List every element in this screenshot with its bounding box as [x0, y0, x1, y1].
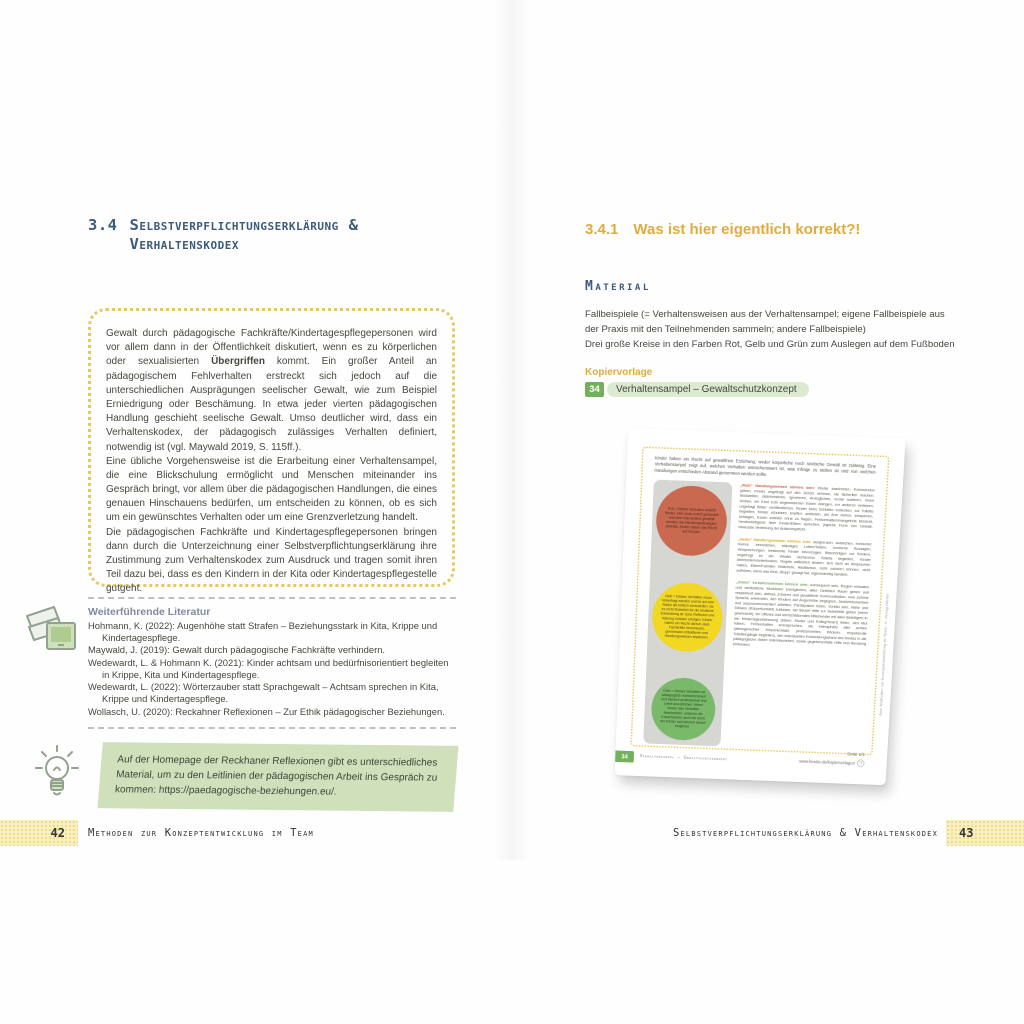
kopiervorlage-label: Kopiervorlage	[585, 367, 653, 378]
worksheet-text-column	[728, 483, 875, 752]
kopiervorlage-title: Verhaltensampel – Gewaltschutzkonzept	[607, 382, 809, 397]
tip-box: Auf der Homepage der Reckhaner Reflexionen gibt es unterschiedliches Material, um zu den Leitlinien der pädagogischen Arbeit ins Gespräch zu kommen: https://paedagogische-beziehungen.eu/.	[97, 742, 458, 812]
page-gutter-shadow	[494, 0, 530, 860]
subsection-number: 3.4.1	[585, 221, 619, 238]
tip-url[interactable]: https://paedagogische-beziehungen.eu/	[158, 784, 335, 798]
footer-band-left	[0, 820, 78, 846]
intro-paragraph-2: Eine übliche Vorgehensweise ist die Erarbeitung einer Verhaltensampel, die eine Blickschulung ermöglicht und Menschen miteinander ins Gespräch bringt, vor allem über die pädagogischen Handlungen, die eines genauen Hinschauens bedürfen, um entscheiden zu können, ob es sich um ein gewünschtes Verhalten oder um eine Grenzverletzung handelt.	[106, 455, 437, 524]
yellow-circle: Gelb = Dieses Verhalten muss hinterfragt werden und ist auf sein Risiko als kritisch einzustufen, da es nicht förderlich für die kindliche Entwicklung ist. Eine Reflexion und Klärung müssen erfolgen. Kinder haben ein Recht darauf, dass Fachkräfte hinschauen, gemeinsam reflektieren und Handlungsweisen anpassen.	[651, 581, 724, 652]
worksheet-url-row	[799, 757, 864, 767]
material-heading: Material	[585, 279, 651, 294]
section-heading	[88, 216, 358, 255]
bold-term: Übergriffen	[211, 356, 265, 368]
intro-paragraph-1: Gewalt durch pädagogische Fachkräfte/Kindertagespflegepersonen wird vor allem dann in der Öffentlichkeit diskutiert, wenn es zu körperlichen oder sexualisierten Übergriffen kommt. Ein großer Anteil an pädagogischem Fehlverhalten erstreckt sich jedoch auf die unterschiedlichen Ausprägungen seelischer Gewalt, wie zum Beispiel Erniedrigung oder Beschämung. In etwa jeder vierten pädagogischen Handlung geschieht seelische Gewalt. Umso deutlicher wird, dass ein Verhaltenskodex, der pädagogisch zulässiges Verhalten definiert, notwendig ist (vgl. Maywald 2019, S. 115ff.).	[106, 328, 437, 453]
footer-band-right	[946, 820, 1024, 846]
traffic-light-panel	[643, 480, 732, 747]
section-number: 3.4	[88, 216, 118, 234]
worksheet-intro: Kinder haben ein Recht auf gewaltfreie Erziehung, weder körperliche noch seelische Gewalt ist zulässig. Eine Verhaltensampel zeigt auf, welches Verhalten wünschenswert ist, was infrage zu stellen ist und von welchen Handlungen entschieden Abstand genommen werden sollte.	[654, 455, 877, 477]
book-and-tablet-icon	[22, 599, 82, 657]
literature-heading: Weiterführende Literatur	[88, 606, 211, 618]
green-circle: Grün = Dieses Verhalten ist pädagogisch wünschenswert und fachlich professionell und somit anzustreben. Wenn Kinder das Verhalten beschreiben, erfahren die Erwachsenen auch die Sicht der Kinder und können darauf eingehen.	[650, 677, 716, 741]
footer-title-right: Selbstverpflichtungserklärung & Verhaltenskodex	[672, 827, 938, 839]
red-circle: Rot = Dieses Verhalten verletzt Kinder. Hier muss sofort gehandelt und eine Intervention gewählt werden, die Handlungsstrategien einleitet. Kinder haben das Recht auf Schutz!	[655, 485, 728, 557]
intro-box	[88, 308, 455, 595]
worksheet-paragraph-green: „Grüne“ Verhaltensweisen können sein: konsequent sein, Regeln einhalten und verlässliche Strukturen ermöglichen, allen Gefühlen Raum geben und respektvoll sein, aktives Zuhören und gewaltfreie Kommunikation, eine schöne Sprache anwenden, den Kindern auf Augenhöhe begegnen, bedürfnisorientiert und ressourcenorientiert arbeiten, Partizipation leben, Vorbild sein, Nähe und Distanz (Körperkontakt) zulassen, bei Bedarf Hilfe zur Selbsthilfe geben (wenn gewünscht), ein offenes und wertschätzendes Miteinander mit allen Beteiligten in der Kindertagesbetreuung (Eltern, Kinder und Kolleg*innen) leben, den Mut haben, Fehlverhalten anzusprechen, die Intimsphäre aller achten (altersgerechter Körperkontakt, professionelles Wickeln, respektvolle Toilettengänge begleiten), den individuellen Entwicklungsstand des Kindes in die pädagogische Arbeit miteinbeziehen, sowie gegebenenfalls Hilfe und Beratung einfordern.	[732, 579, 870, 647]
tip-text: Auf der Homepage der Reckhaner Reflexionen gibt es unterschiedliches Material, um zu den Leitlinien der pädagogischen Arbeit ins Gespräch zu kommen:	[114, 754, 438, 796]
literature-entry: Hohmann, K. (2022): Augenhöhe statt Strafen – Beziehungsstark in Kita, Krippe und Kindertagespflege.	[88, 620, 438, 644]
page-number-left: 42	[50, 826, 65, 840]
worksheet-columns	[643, 480, 875, 752]
page-number-right: 43	[959, 826, 974, 840]
footer-title-left: Methoden zur Konzeptentwicklung im Team	[88, 827, 314, 839]
subsection-heading	[585, 221, 860, 239]
worksheet-sheet	[615, 428, 906, 785]
intro-paragraph-3: Die pädagogischen Fachkräfte und Kindertagespflegepersonen bringen dann durch die Unterzeichnung einer Selbstverpflichtungserklärung ihre Zustimmung zum Verhaltenskodex zum Ausdruck und tragen somit ihren Teil dazu bei, dass es den Kindern in der Kita oder Kindertagespflegestelle gutgeht.	[106, 526, 437, 595]
worksheet-credit: Aus: Methoden zur Konzeptentwicklung im Team, © Verlag Herder	[878, 593, 890, 716]
worksheet-footer-label: Verhaltensampel – Gewaltschutzkonzept	[639, 753, 728, 762]
subsection-title: Was ist hier eigentlich korrekt?!	[633, 221, 861, 238]
worksheet-page-info: Seite 1/1	[847, 751, 865, 757]
literature-entry: Maywald, J. (2019): Gewalt durch pädagogische Fachkräfte verhindern.	[88, 644, 386, 656]
worksheet-paragraph-yellow: „Gelbe“ Handlungsweisen können sein: ausgrenzen, auslachen, ironischer Humor, beschämen, ständiges Loben/Tadeln, ironische Aussagen, Versprechungen, bestimmte Kinder bevorzugen, Beschönigen vor Kindern, ungefragt an der Windel riechen/zur Toilette begleiten, Kinder überfordern/unterfordern, Regeln willkürlich ändern, sich nicht an Absprachen halten, Eltern/Familien belächeln, Adultismus, nicht zuhören können, nicht aufhören, wenn das Kind „Stopp“ gesagt hat, eigenmächtig handeln.	[736, 536, 872, 577]
material-line-1: Fallbeispiele (= Verhaltensweisen aus der Verhaltensampel; eigene Fallbeispiele aus der Praxis mit den Teilnehmenden sammeln; andere Fallbeispiele)	[585, 309, 945, 335]
lightbulb-icon	[34, 740, 80, 806]
literature-section	[88, 597, 456, 729]
literature-entry: Wollasch, U. (2020): Reckahner Reflexionen – Zur Ethik pädagogischer Beziehungen.	[88, 705, 445, 717]
kopiervorlage-row	[585, 382, 809, 397]
material-text	[585, 308, 955, 353]
worksheet-url: www.herder.de/kopiervorlagen	[799, 758, 856, 766]
worksheet-paragraph-red: „Rote“ Handlungsweisen können sein: Kinder anschreien, Kommandos geben, Kinder ungefragt auf den Schoß nehmen, sie lächerlich machen, bloßstellen, diskriminieren, ignorieren, Anzügliches, sozial isolieren, ihnen drohen, ein Kind zum angewiesenen Essen zwingen, vor anderen verletzen, ungefragt Bilder veröffentlichen, Kinder beim Schlafen zudecken, zur Toilette begleiten, Kinder schubsen, kneifen, anbinden, am Arm ziehen, einsperren, schlagen, Essen zuteilen ohne zu fragen, Fehlverhalten/mangelnde Einsicht, herabwürdigend über Kinder/Eltern sprechen, jegliche Form von Gewalt, bewusste Verletzung der Aufsichtspflicht.	[738, 482, 875, 532]
literature-entry: Wedewardt, L. (2022): Wörterzauber statt Sprachgewalt – Achtsam sprechen in Kita, Krippe und Kindertagespflege.	[88, 681, 439, 705]
copy-icon: ❐	[857, 760, 865, 767]
literature-entry: Wedewardt, L. & Hohmann K. (2021): Kinder achtsam und bedürfnisorientiert begleiten in Krippe, Kita und Kindertagespflege.	[88, 656, 449, 680]
kopiervorlage-number-badge: 34	[585, 382, 604, 397]
worksheet-footer-badge: 34	[615, 750, 634, 762]
section-title: Selbstverpflichtungserklärung & Verhaltenskodex	[129, 216, 359, 254]
material-line-2: Drei große Kreise in den Farben Rot, Gelb und Grün zum Auslegen auf dem Fußboden	[585, 338, 955, 350]
